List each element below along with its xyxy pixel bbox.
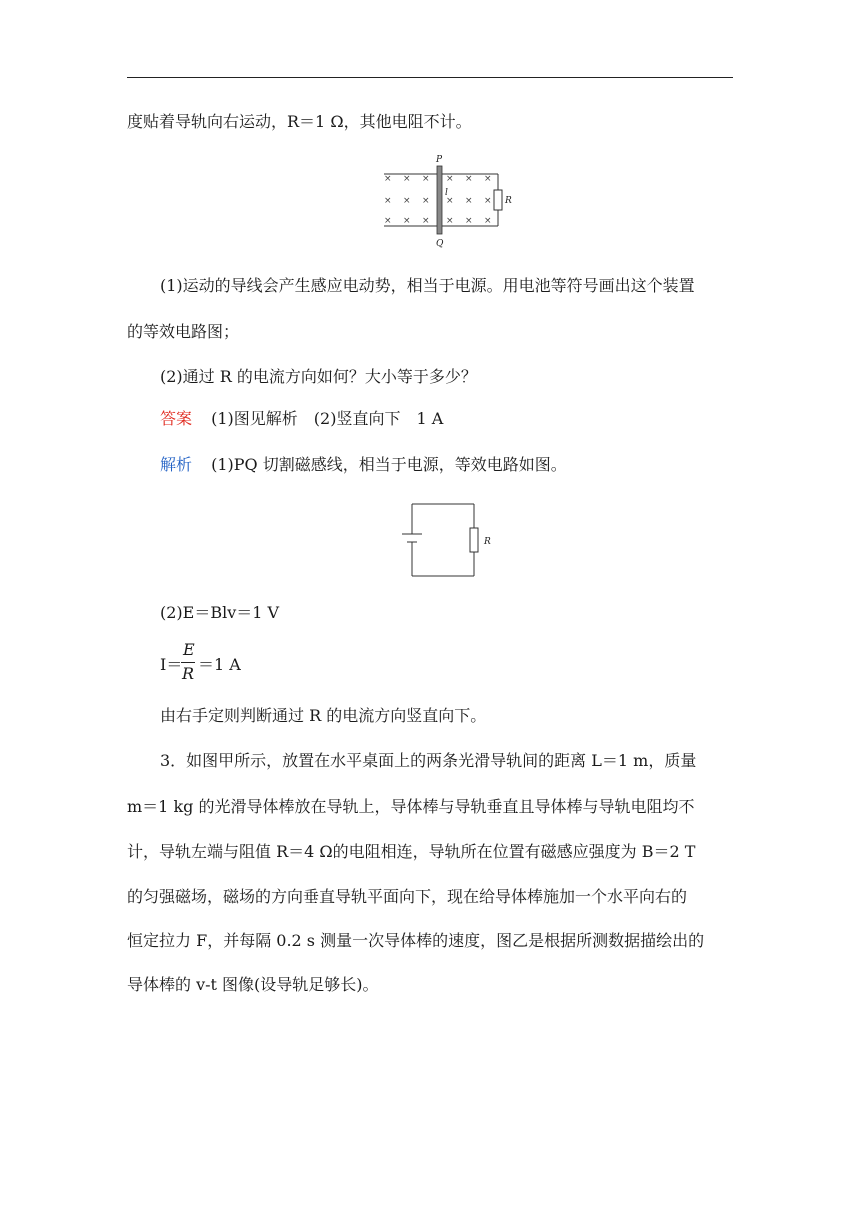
question-1-line-2: 的等效电路图； (127, 322, 240, 341)
resistor-R (494, 190, 502, 210)
problem-3-line-2: m＝1 kg 的光滑导体棒放在导轨上，导体棒与导轨垂直且导体棒与导轨电阻均不 (127, 797, 695, 816)
label-P: P (436, 155, 443, 165)
rod-PQ (437, 166, 442, 234)
current-numerator: E (183, 640, 195, 659)
text-line-1: 度贴着导轨向右运动，R＝1 Ω，其他电阻不计。 (127, 112, 472, 131)
problem-3-line-6: 导体棒的 v-t 图像(设导轨足够长)。 (127, 975, 379, 994)
svg-text:×: × (422, 174, 430, 184)
problem-3-line-3: 计，导轨左端与阻值 R＝4 Ω的电阻相连，导轨所在位置有磁感应强度为 B＝2 T (127, 842, 696, 861)
figure-equivalent-circuit (398, 500, 508, 582)
analysis-label: 解析 (160, 455, 193, 474)
emf-equation: (2)E＝Blv＝1 V (160, 603, 280, 622)
current-denominator: R (182, 664, 195, 683)
svg-text:×: × (384, 196, 392, 206)
resistor-R (470, 528, 478, 552)
figure-rail-circuit (380, 150, 520, 250)
svg-text:×: × (446, 216, 454, 226)
svg-text:×: × (465, 174, 473, 184)
analysis-text: (1)PQ 切割磁感线，相当于电源，等效电路如图。 (211, 455, 567, 474)
answer-label: 答案 (160, 409, 193, 428)
question-2: (2)通过 R 的电流方向如何？大小等于多少？ (160, 367, 477, 386)
header-rule (127, 77, 733, 78)
problem-3-line-5: 恒定拉力 F，并每隔 0.2 s 测量一次导体棒的速度，图乙是根据所测数据描绘出的 (127, 931, 705, 950)
svg-text:×: × (422, 216, 430, 226)
svg-text:×: × (422, 196, 430, 206)
problem-3-line-4: 的匀强磁场，磁场的方向垂直导轨平面向下，现在给导体棒施加一个水平向右的 (127, 887, 688, 906)
svg-text:×: × (446, 196, 454, 206)
svg-text:×: × (384, 216, 392, 226)
answer-text: (1)图见解析 (2)竖直向下 1 A (211, 409, 444, 428)
svg-text:×: × (484, 174, 492, 184)
label-Q: Q (436, 239, 444, 249)
svg-text:×: × (403, 174, 411, 184)
current-rhs: ＝1 A (198, 655, 241, 674)
svg-text:×: × (403, 216, 411, 226)
svg-text:×: × (403, 196, 411, 206)
svg-text:×: × (465, 196, 473, 206)
label-R: R (484, 537, 491, 547)
svg-text:×: × (484, 196, 492, 206)
svg-text:×: × (465, 216, 473, 226)
conclusion: 由右手定则判断通过 R 的电流方向竖直向下。 (160, 706, 487, 725)
question-1-line-1: (1)运动的导线会产生感应电动势，相当于电源。用电池等符号画出这个装置 (160, 276, 695, 295)
svg-text:×: × (384, 174, 392, 184)
problem-3-line-1: 3．如图甲所示，放置在水平桌面上的两条光滑导轨间的距离 L＝1 m，质量 (160, 751, 697, 770)
current-lhs: I＝ (160, 655, 183, 674)
svg-text:×: × (446, 174, 454, 184)
label-l: l (445, 188, 448, 198)
answer-line (160, 409, 770, 429)
label-R: R (505, 196, 512, 206)
analysis-line (160, 455, 770, 475)
fraction-bar (181, 662, 195, 663)
svg-text:×: × (484, 216, 492, 226)
